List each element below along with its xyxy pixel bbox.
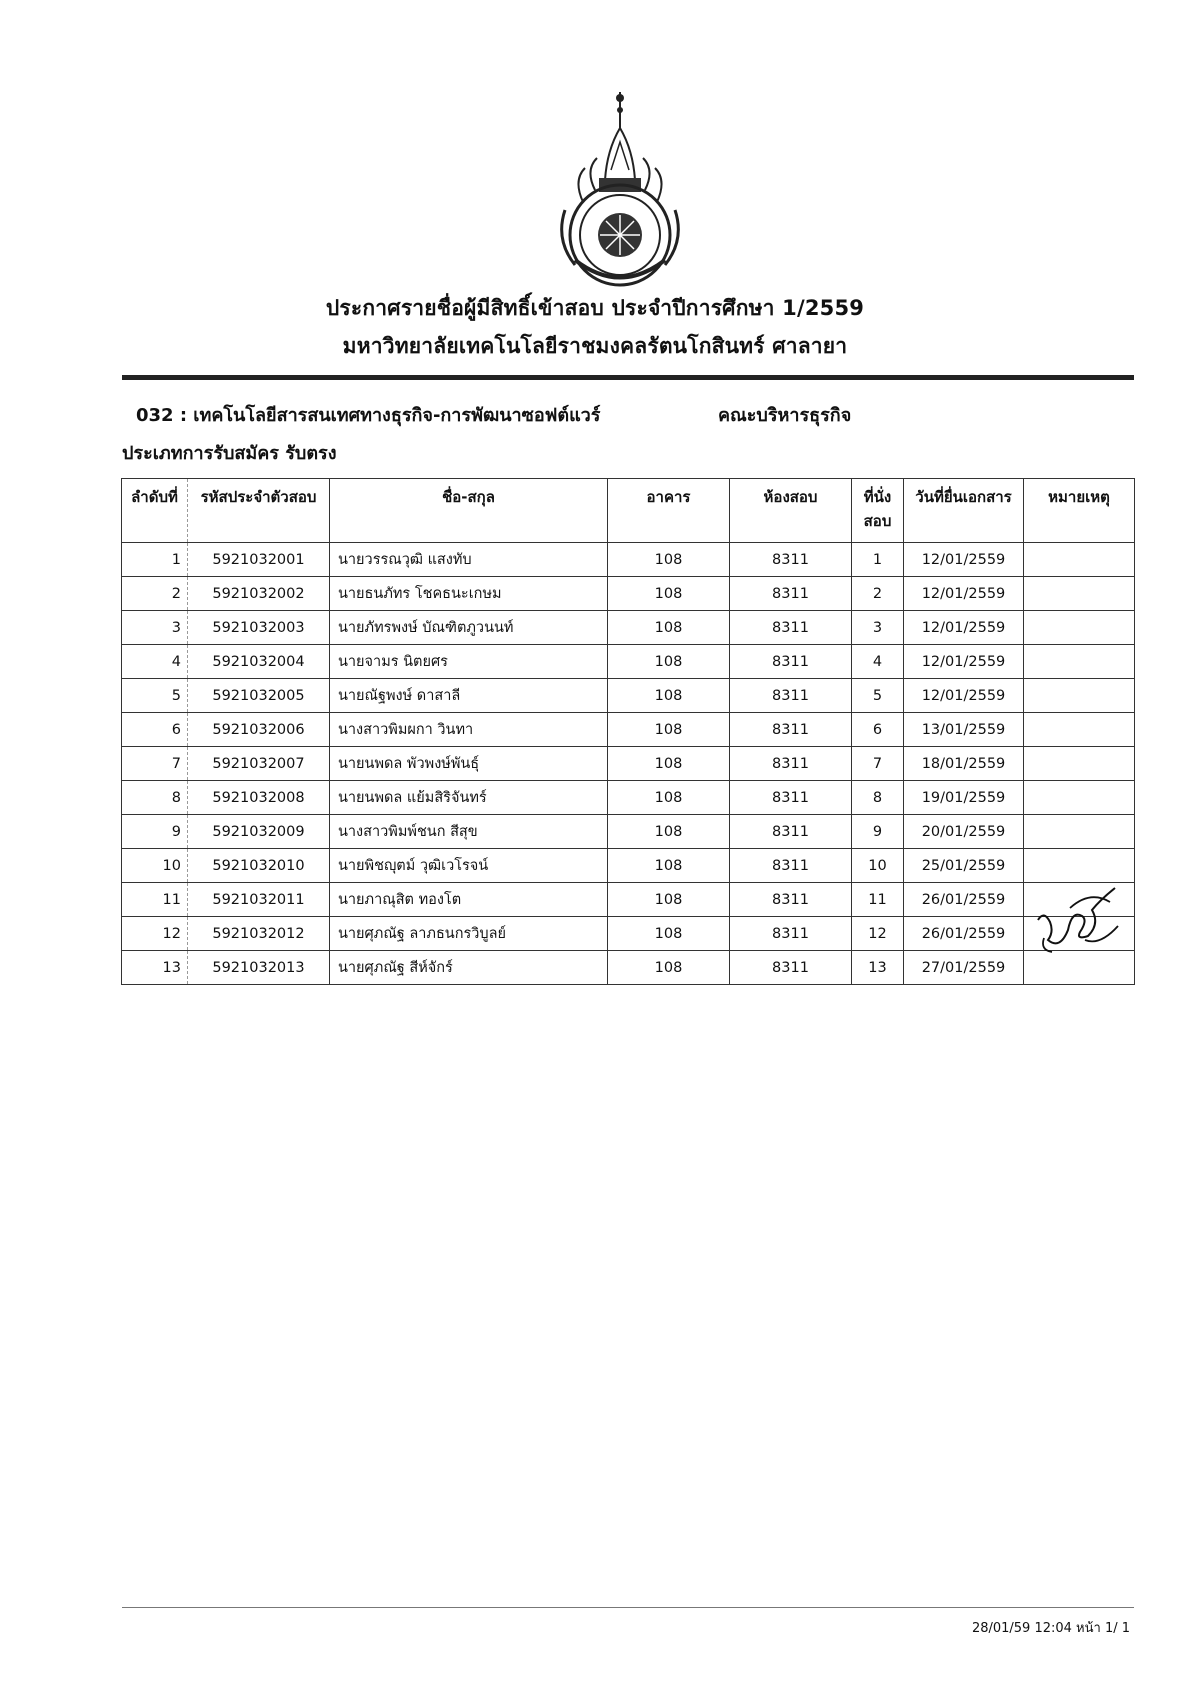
cell-no: 3	[122, 611, 188, 645]
cell-building: 108	[608, 781, 730, 815]
header-doc-date: วันที่ยื่นเอกสาร	[904, 479, 1024, 543]
cell-name: นางสาวพิมพ์ชนก สีสุข	[330, 815, 608, 849]
cell-seat: 8	[852, 781, 904, 815]
cell-room: 8311	[730, 679, 852, 713]
cell-doc-date: 26/01/2559	[904, 883, 1024, 917]
cell-room: 8311	[730, 543, 852, 577]
cell-doc-date: 27/01/2559	[904, 951, 1024, 985]
table-row	[122, 951, 1135, 985]
cell-remark	[1024, 577, 1135, 611]
cell-no: 1	[122, 543, 188, 577]
cell-remark	[1024, 781, 1135, 815]
candidate-table	[121, 478, 1135, 985]
cell-seat: 13	[852, 951, 904, 985]
cell-doc-date: 20/01/2559	[904, 815, 1024, 849]
header-exam-id: รหัสประจำตัวสอบ	[188, 479, 330, 543]
cell-no: 6	[122, 713, 188, 747]
cell-doc-date: 12/01/2559	[904, 679, 1024, 713]
cell-room: 8311	[730, 713, 852, 747]
handwritten-signature-icon	[1030, 880, 1125, 960]
table-row	[122, 849, 1135, 883]
header-room: ห้องสอบ	[730, 479, 852, 543]
header-seat	[852, 479, 904, 543]
footer-divider	[122, 1607, 1134, 1608]
cell-building: 108	[608, 577, 730, 611]
cell-building: 108	[608, 679, 730, 713]
header-seat-line1: ที่นั่ง	[863, 488, 892, 506]
table-row	[122, 883, 1135, 917]
cell-doc-date: 19/01/2559	[904, 781, 1024, 815]
table-row	[122, 543, 1135, 577]
table-row	[122, 781, 1135, 815]
print-timestamp-page: 28/01/59 12:04 หน้า 1/ 1	[971, 1621, 1130, 1636]
cell-name: นายศุภณัฐ สีห์จักร์	[330, 951, 608, 985]
cell-doc-date: 12/01/2559	[904, 611, 1024, 645]
cell-name: นางสาวพิมผกา วินทา	[330, 713, 608, 747]
header-seat-line2: สอบ	[863, 512, 892, 530]
cell-name: นายธนภัทร โชคธนะเกษม	[330, 577, 608, 611]
cell-remark	[1024, 815, 1135, 849]
university-name: มหาวิทยาลัยเทคโนโลยีราชมงคลรัตนโกสินทร์ ศาลายา	[342, 334, 848, 358]
cell-name: นายจามร นิตยศร	[330, 645, 608, 679]
cell-room: 8311	[730, 849, 852, 883]
header-building: อาคาร	[608, 479, 730, 543]
cell-remark	[1024, 713, 1135, 747]
cell-exam-id: 5921032002	[188, 577, 330, 611]
table-row	[122, 645, 1135, 679]
cell-seat: 2	[852, 577, 904, 611]
cell-name: นายศุภณัฐ ลาภธนกรวิบูลย์	[330, 917, 608, 951]
cell-doc-date: 25/01/2559	[904, 849, 1024, 883]
table-row	[122, 713, 1135, 747]
table-row	[122, 747, 1135, 781]
cell-no: 5	[122, 679, 188, 713]
cell-building: 108	[608, 951, 730, 985]
cell-exam-id: 5921032009	[188, 815, 330, 849]
cell-exam-id: 5921032007	[188, 747, 330, 781]
cell-seat: 9	[852, 815, 904, 849]
table-header-row	[122, 479, 1135, 543]
university-emblem-icon	[555, 90, 685, 290]
cell-no: 10	[122, 849, 188, 883]
cell-exam-id: 5921032012	[188, 917, 330, 951]
cell-name: นายนพดล พัวพงษ์พันธุ์	[330, 747, 608, 781]
cell-seat: 4	[852, 645, 904, 679]
cell-doc-date: 12/01/2559	[904, 645, 1024, 679]
header-remark: หมายเหตุ	[1024, 479, 1135, 543]
cell-exam-id: 5921032004	[188, 645, 330, 679]
cell-exam-id: 5921032010	[188, 849, 330, 883]
cell-name: นายณัฐพงษ์ ดาสาลี	[330, 679, 608, 713]
cell-name: นายนพดล แย้มสิริจันทร์	[330, 781, 608, 815]
cell-exam-id: 5921032003	[188, 611, 330, 645]
header-name: ชื่อ-สกุล	[330, 479, 608, 543]
cell-room: 8311	[730, 645, 852, 679]
cell-seat: 1	[852, 543, 904, 577]
announcement-title: ประกาศรายชื่อผู้มีสิทธิ์เข้าสอบ ประจำปีการศึกษา 1/2559	[325, 296, 865, 320]
cell-no: 9	[122, 815, 188, 849]
cell-room: 8311	[730, 917, 852, 951]
cell-building: 108	[608, 917, 730, 951]
cell-name: นายภาณุสิต ทองโต	[330, 883, 608, 917]
cell-building: 108	[608, 611, 730, 645]
cell-room: 8311	[730, 815, 852, 849]
cell-room: 8311	[730, 883, 852, 917]
cell-name: นายพิชญุตม์ วุฒิเวโรจน์	[330, 849, 608, 883]
application-type: ประเภทการรับสมัคร รับตรง	[122, 443, 337, 464]
cell-room: 8311	[730, 611, 852, 645]
cell-doc-date: 26/01/2559	[904, 917, 1024, 951]
cell-doc-date: 12/01/2559	[904, 543, 1024, 577]
table-row	[122, 679, 1135, 713]
cell-no: 13	[122, 951, 188, 985]
cell-name: นายวรรณวุฒิ แสงทับ	[330, 543, 608, 577]
faculty-name: คณะบริหารธุรกิจ	[718, 405, 852, 426]
header-no: ลำดับที่	[122, 479, 188, 543]
program-name: 032 : เทคโนโลยีสารสนเทศทางธุรกิจ-การพัฒนาซอฟต์แวร์	[136, 405, 601, 426]
cell-remark	[1024, 645, 1135, 679]
cell-building: 108	[608, 747, 730, 781]
cell-exam-id: 5921032011	[188, 883, 330, 917]
header-divider	[122, 375, 1134, 380]
cell-room: 8311	[730, 781, 852, 815]
cell-name: นายภัทรพงษ์ บัณฑิตภูวนนท์	[330, 611, 608, 645]
cell-remark	[1024, 543, 1135, 577]
cell-seat: 7	[852, 747, 904, 781]
cell-room: 8311	[730, 577, 852, 611]
cell-building: 108	[608, 883, 730, 917]
cell-remark	[1024, 849, 1135, 883]
cell-no: 2	[122, 577, 188, 611]
cell-building: 108	[608, 849, 730, 883]
cell-no: 8	[122, 781, 188, 815]
cell-remark	[1024, 611, 1135, 645]
table-row	[122, 815, 1135, 849]
cell-remark	[1024, 747, 1135, 781]
table-row	[122, 917, 1135, 951]
cell-seat: 6	[852, 713, 904, 747]
table-row	[122, 611, 1135, 645]
cell-exam-id: 5921032013	[188, 951, 330, 985]
cell-building: 108	[608, 713, 730, 747]
table-row	[122, 577, 1135, 611]
cell-no: 11	[122, 883, 188, 917]
cell-doc-date: 13/01/2559	[904, 713, 1024, 747]
cell-no: 7	[122, 747, 188, 781]
cell-doc-date: 12/01/2559	[904, 577, 1024, 611]
cell-building: 108	[608, 815, 730, 849]
cell-no: 12	[122, 917, 188, 951]
cell-exam-id: 5921032001	[188, 543, 330, 577]
cell-doc-date: 18/01/2559	[904, 747, 1024, 781]
cell-seat: 11	[852, 883, 904, 917]
cell-seat: 10	[852, 849, 904, 883]
cell-seat: 5	[852, 679, 904, 713]
cell-seat: 12	[852, 917, 904, 951]
cell-exam-id: 5921032006	[188, 713, 330, 747]
cell-exam-id: 5921032008	[188, 781, 330, 815]
cell-no: 4	[122, 645, 188, 679]
cell-room: 8311	[730, 747, 852, 781]
cell-exam-id: 5921032005	[188, 679, 330, 713]
cell-building: 108	[608, 645, 730, 679]
cell-seat: 3	[852, 611, 904, 645]
cell-building: 108	[608, 543, 730, 577]
cell-room: 8311	[730, 951, 852, 985]
cell-remark	[1024, 679, 1135, 713]
